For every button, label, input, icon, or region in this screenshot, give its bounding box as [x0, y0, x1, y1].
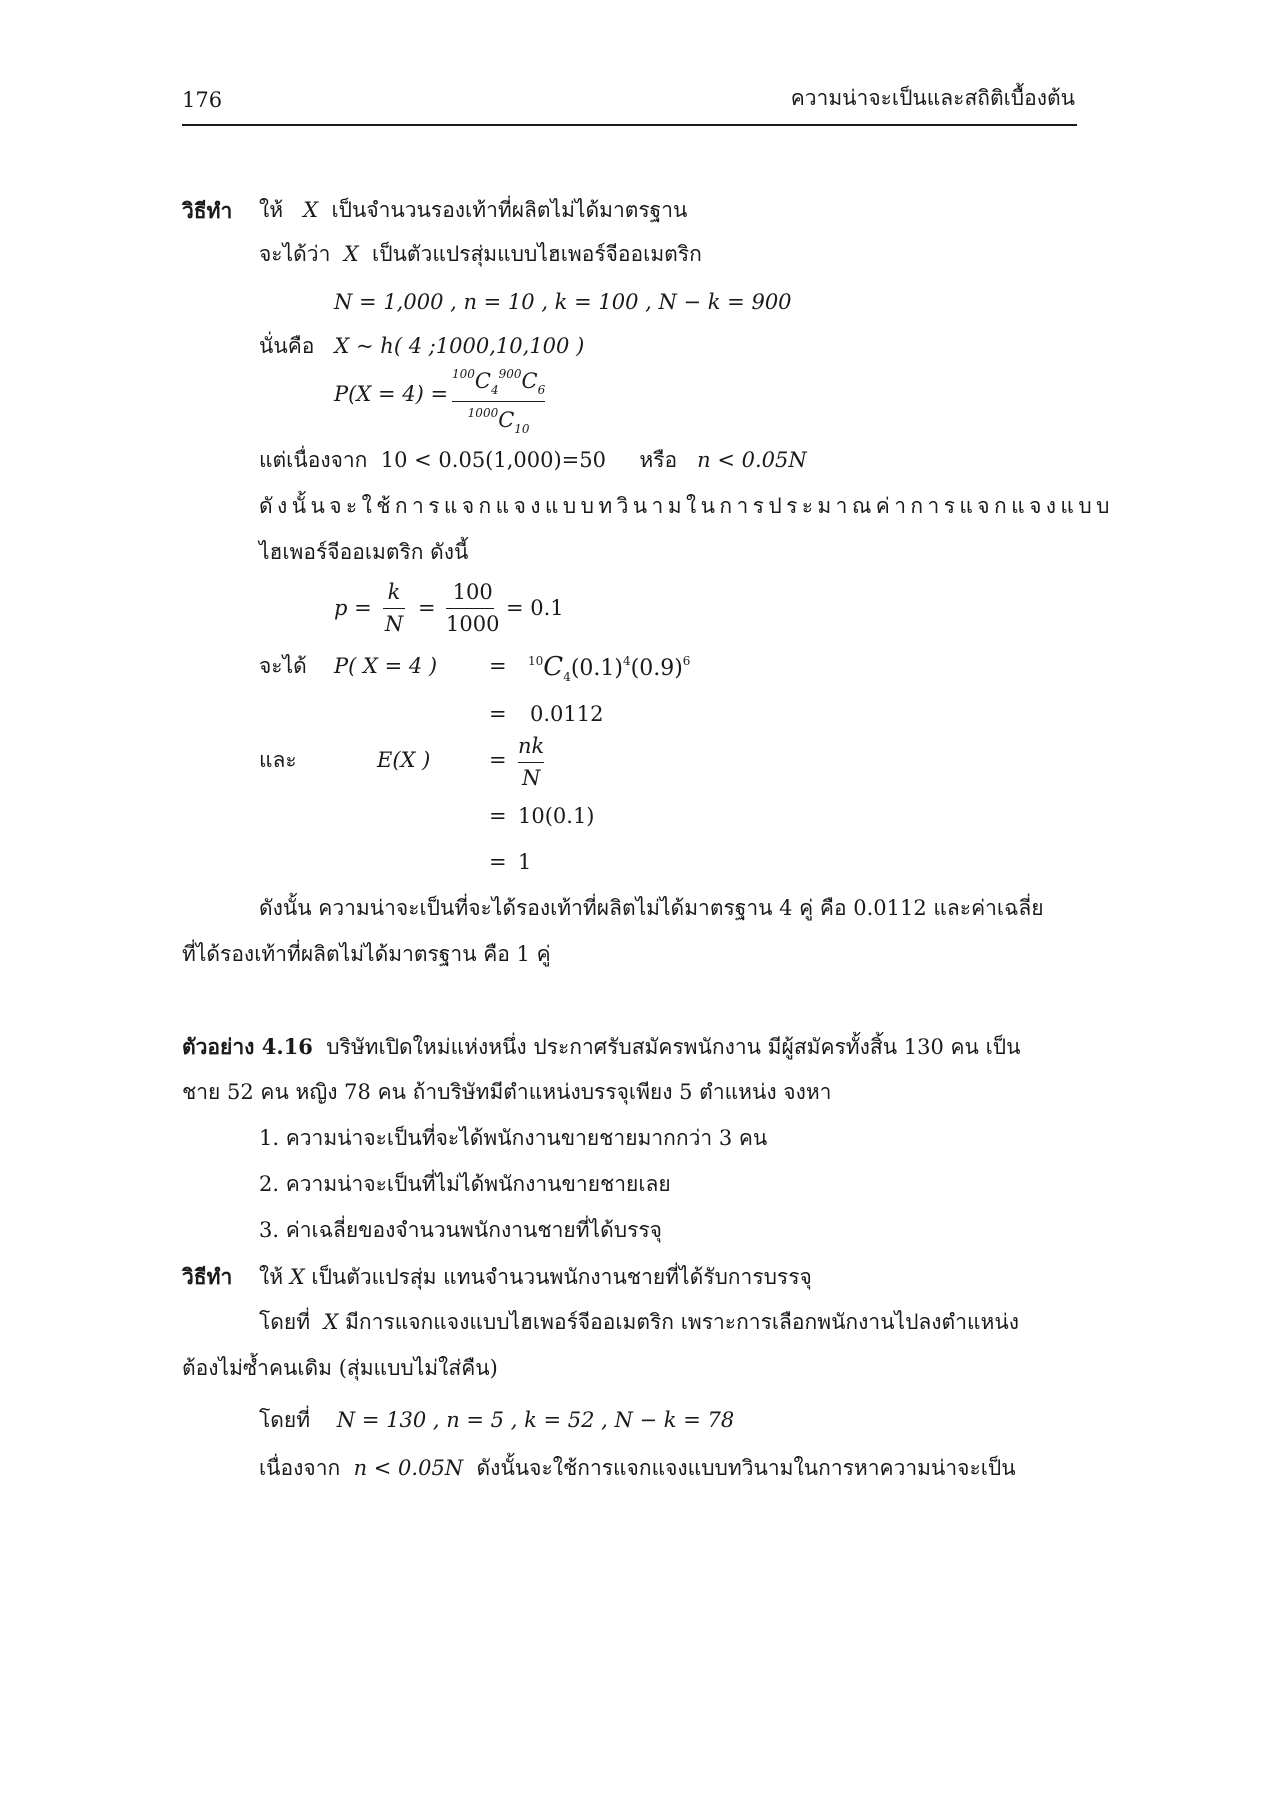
p-equation-lhs: p =	[334, 596, 372, 620]
subscript: 6	[537, 383, 546, 397]
text: นั่นคือ	[259, 334, 315, 358]
equals-sign: =	[489, 850, 507, 874]
variable-x: X	[323, 1310, 339, 1334]
and-label: และ	[259, 748, 297, 772]
approximation-line-2: ไฮเพอร์จีออเมตริก ดังนี้	[259, 540, 469, 564]
parameters-line: N = 130 , n = 5 , k = 52 , N − k = 78	[336, 1408, 735, 1432]
page-number: 176	[182, 88, 223, 112]
fraction-denominator: 1000	[446, 612, 500, 636]
parameters-line: N = 1,000 , n = 10 , k = 100 , N − k = 900	[334, 290, 792, 314]
solution-label: วิธีทำ	[182, 198, 233, 223]
fraction-numerator: 100	[452, 580, 493, 604]
example-label: ตัวอย่าง 4.16	[182, 1034, 313, 1059]
inequality: n < 0.05N	[697, 448, 807, 472]
equals-sign: =	[418, 596, 436, 620]
solution-intro	[259, 200, 687, 221]
combination-symbol: C	[543, 652, 564, 682]
text: ให้	[259, 198, 284, 222]
nk-over-N-fraction	[518, 736, 544, 789]
text: จะได้ว่า	[259, 242, 331, 266]
expectation-lhs: E(X )	[377, 748, 431, 772]
conclusion-line-2: ที่ได้รองเท้าที่ผลิตไม่ได้มาตรฐาน คือ 1 คู่	[182, 942, 551, 966]
hypergeometric-expression: X ~ h( 4 ;1000,10,100 )	[334, 334, 585, 358]
equals-sign: =	[489, 702, 507, 726]
fraction-bar	[452, 401, 545, 402]
solution-2-line-4	[259, 1410, 734, 1431]
fraction-denominator: N	[521, 766, 541, 790]
fraction-numerator	[452, 368, 545, 396]
superscript: 10	[528, 654, 544, 668]
numeric-fraction	[446, 582, 499, 635]
expectation-result: 1	[518, 850, 532, 874]
k-over-N-fraction	[383, 582, 405, 635]
superscript: 100	[452, 367, 475, 381]
equals-sign: =	[489, 804, 507, 828]
example-line-2: ชาย 52 คน หญิง 78 คน ถ้าบริษัทมีตำแหน่งบรรจุเพียง 5 ตำแหน่ง จงหา	[182, 1080, 832, 1104]
variable-x: X	[343, 242, 359, 266]
thatis-line	[259, 336, 584, 357]
list-item: 3. ค่าเฉลี่ยของจำนวนพนักงานชายที่ได้บรรจุ	[259, 1218, 662, 1242]
base: (0.9)	[630, 656, 683, 681]
text: โดยที่	[259, 1310, 311, 1334]
conclusion-line-1: ดังนั้น ความน่าจะเป็นที่จะได้รองเท้าที่ผลิตไม่ได้มาตรฐาน 4 คู่ คือ 0.0112 และค่าเฉลี่ย	[259, 896, 1044, 920]
combination-symbol: C	[474, 369, 491, 393]
text: เป็นตัวแปรสุ่ม แทนจำนวนพนักงานชายที่ได้รับการบรรจุ	[311, 1265, 812, 1289]
fraction-numerator: nk	[518, 734, 545, 758]
inequality: n < 0.05N	[353, 1456, 464, 1480]
solution-line-2	[259, 244, 702, 265]
fraction-denominator	[452, 407, 545, 435]
exponent: 6	[682, 654, 691, 668]
text: บริษัทเปิดใหม่แห่งหนึ่ง ประกาศรับสมัครพนักงาน มีผู้สมัครทั้งสิ้น 130 คน เป็น	[326, 1035, 1021, 1059]
solution-2-line-3: ต้องไม่ซ้ำคนเดิม (สุ่มแบบไม่ใส่คืน)	[182, 1356, 498, 1380]
text: แต่เนื่องจาก	[259, 448, 368, 472]
text: หรือ	[639, 448, 678, 472]
text: ดังนั้นจะใช้การแจกแจงแบบทวินามในการหาความน่าจะเป็น	[476, 1456, 1016, 1480]
get-label: จะได้	[259, 654, 307, 678]
solution-label: วิธีทำ	[182, 1264, 233, 1289]
text: เนื่องจาก	[259, 1456, 341, 1480]
hypergeometric-fraction	[452, 368, 545, 435]
subscript: 10	[514, 422, 530, 436]
fraction-bar	[383, 608, 405, 609]
fraction-bar	[518, 762, 544, 763]
superscript: 900	[498, 367, 522, 381]
text: ให้	[258, 1265, 284, 1289]
condition-line	[259, 450, 807, 471]
approximation-line-1: ดังนั้นจะใช้การแจกแจงแบบทวินามในการประมาณค่าการแจกแจงแบบ	[259, 494, 1114, 518]
solution-2-line-2	[259, 1312, 1019, 1333]
binomial-expression	[528, 654, 690, 683]
list-item: 2. ความน่าจะเป็นที่ไม่ได้พนักงานขายชายเลย	[259, 1172, 671, 1196]
variable-x: X	[303, 198, 319, 222]
expectation-step: 10(0.1)	[518, 804, 595, 828]
p-equation-result: = 0.1	[506, 596, 564, 620]
header-rule	[182, 124, 1077, 126]
inequality: 10 < 0.05(1,000)=50	[380, 448, 606, 472]
base: (0.1)	[570, 656, 623, 681]
example-line-1	[182, 1036, 1020, 1058]
combination-symbol: C	[521, 369, 538, 393]
binomial-value: 0.0112	[530, 702, 604, 726]
running-header-title: ความน่าจะเป็นและสถิติเบื้องต้น	[790, 86, 1075, 110]
subscript: 4	[563, 670, 571, 684]
fraction-denominator: N	[384, 612, 404, 636]
superscript: 1000	[467, 406, 499, 420]
combination-symbol: C	[498, 408, 515, 432]
probability-lhs: P(X = 4) =	[334, 382, 449, 406]
list-item: 1. ความน่าจะเป็นที่จะได้พนักงานขายชายมากกว่า 3 คน	[259, 1126, 768, 1150]
fraction-numerator: k	[387, 580, 401, 604]
probability-lhs: P( X = 4 )	[334, 654, 438, 678]
equals-sign: =	[489, 654, 507, 678]
subscript: 4	[490, 383, 499, 397]
solution-2-line-1	[182, 1266, 812, 1288]
text: เป็นจำนวนรองเท้าที่ผลิตไม่ได้มาตรฐาน	[331, 198, 688, 222]
text: เป็นตัวแปรสุ่มแบบไฮเพอร์จีออเมตริก	[372, 242, 702, 266]
solution-2-line-5	[259, 1458, 1016, 1479]
variable-x: X	[289, 1265, 305, 1289]
exponent: 4	[622, 654, 631, 668]
text: โดยที่	[259, 1408, 311, 1432]
text: มีการแจกแจงแบบไฮเพอร์จีออเมตริก เพราะการเลือกพนักงานไปลงตำแหน่ง	[345, 1310, 1019, 1334]
equals-sign: =	[489, 748, 507, 772]
fraction-bar	[446, 608, 494, 609]
